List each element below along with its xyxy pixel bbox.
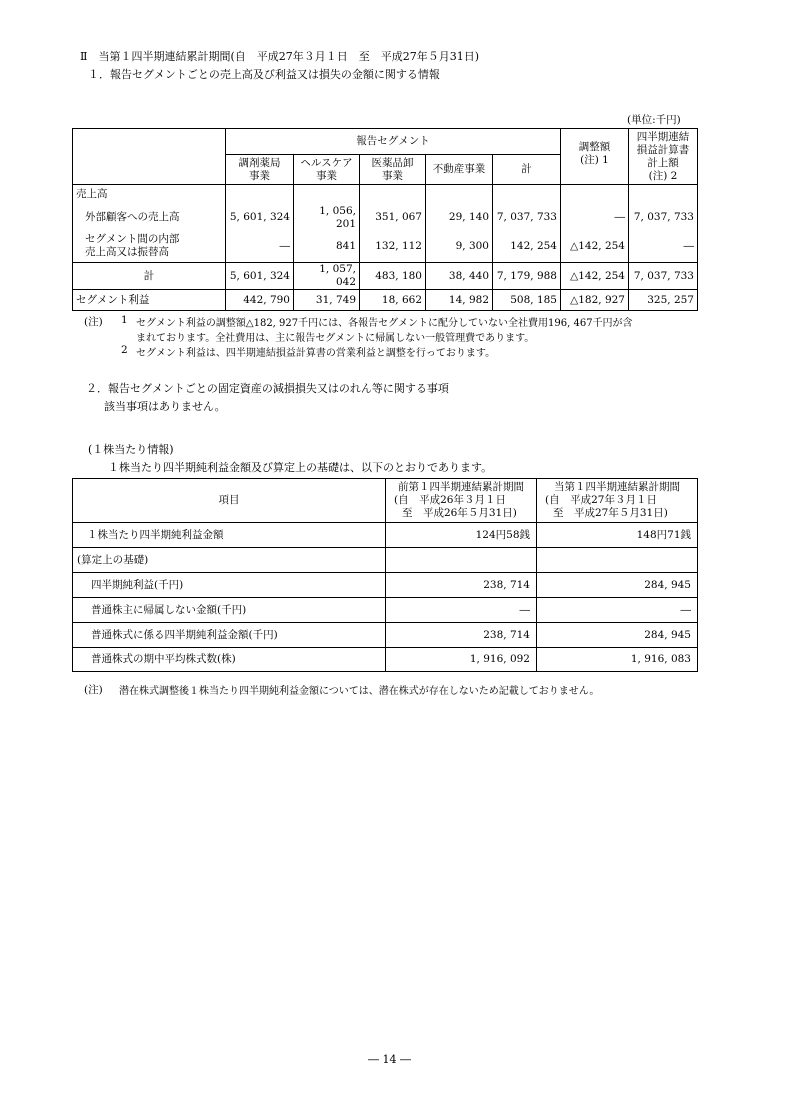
cell-value: 14, 982 xyxy=(426,290,493,311)
row-label: 四半期純利益(千円) xyxy=(73,573,386,598)
cell-value: △142, 254 xyxy=(561,263,629,290)
adjustment-header xyxy=(561,129,629,185)
per-share-heading: (１株当たり情報) xyxy=(88,443,174,456)
cell-value: 142, 254 xyxy=(493,231,561,263)
cell-value: ― xyxy=(629,231,698,263)
segment-table xyxy=(72,128,698,311)
curr-header-line1: 当第１四半期連結累計期間 xyxy=(554,481,680,493)
prev-value: 124円58銭 xyxy=(386,523,537,548)
prev-period-header xyxy=(386,479,537,523)
table-row xyxy=(73,573,698,598)
curr-period-header xyxy=(537,479,698,523)
curr-value xyxy=(537,548,698,573)
table-row xyxy=(73,263,698,290)
cell-value: 9, 300 xyxy=(426,231,493,263)
cell-value: 351, 067 xyxy=(360,205,426,231)
total-header-line1: 四半期連結 xyxy=(636,130,690,143)
table-row xyxy=(73,523,698,548)
cell-value: 29, 140 xyxy=(426,205,493,231)
cell-value: 132, 112 xyxy=(360,231,426,263)
cell-value: 1, 056, 201 xyxy=(294,205,360,231)
total-header-line2: 損益計算書 xyxy=(636,143,690,156)
curr-value: 148円71銭 xyxy=(537,523,698,548)
subsection-2-heading: ２．報告セグメントごとの固定資産の減損損失又はのれん等に関する事項 xyxy=(86,382,449,395)
curr-header-line2: (自 平成27年３月１日 xyxy=(545,494,657,506)
cell-value: 7, 037, 733 xyxy=(493,205,561,231)
column-header: 調剤薬局 事業 xyxy=(226,155,294,185)
cell-value: 7, 037, 733 xyxy=(629,205,698,231)
cell-value: △182, 927 xyxy=(561,290,629,311)
note-2-line1: セグメント利益は、四半期連結損益計算書の営業利益と調整を行っております。 xyxy=(136,348,496,359)
subsection-1-heading: １．報告セグメントごとの売上高及び利益又は損失の金額に関する情報 xyxy=(88,68,440,81)
note-2-text: 潜在株式調整後１株当たり四半期純利益金額については、潜在株式が存在しないため記載しておりません。 xyxy=(119,686,600,697)
column-header: 不動産事業 xyxy=(426,155,493,185)
prev-value: 238, 714 xyxy=(386,573,537,598)
cell-value: 38, 440 xyxy=(426,263,493,290)
cell-value: 325, 257 xyxy=(629,290,698,311)
cell-value: 841 xyxy=(294,231,360,263)
row-label: セグメント間の内部 売上高又は振替高 xyxy=(73,231,226,263)
total-header-line3: 計上額 xyxy=(647,156,679,169)
curr-value: 284, 945 xyxy=(537,573,698,598)
cell-value: ― xyxy=(561,205,629,231)
curr-header-line3: 至 平成27年５月31日) xyxy=(553,507,668,519)
row-label: １株当たり四半期純利益金額 xyxy=(73,523,386,548)
curr-value: 1, 916, 083 xyxy=(537,648,698,672)
row-label: 普通株主に帰属しない金額(千円) xyxy=(73,598,386,623)
note-2-number: 2 xyxy=(121,344,128,356)
table-row xyxy=(73,648,698,672)
row-label: 普通株式の期中平均株式数(株) xyxy=(73,648,386,672)
table-row xyxy=(73,548,698,573)
curr-value: 284, 945 xyxy=(537,623,698,648)
cell-value: ― xyxy=(226,231,294,263)
row-label: 計 xyxy=(73,263,226,290)
prev-value: 1, 916, 092 xyxy=(386,648,537,672)
item-header: 項目 xyxy=(73,479,386,523)
curr-value: ― xyxy=(537,598,698,623)
sales-label: 売上高 xyxy=(73,185,226,205)
subsection-2-body: 該当事項はありません。 xyxy=(104,400,226,413)
prev-value xyxy=(386,548,537,573)
table-row xyxy=(73,231,698,263)
cell-value: △142, 254 xyxy=(561,231,629,263)
cell-value: 442, 790 xyxy=(226,290,294,311)
cell-value: 5, 601, 324 xyxy=(226,205,294,231)
cell-value: 1, 057, 042 xyxy=(294,263,360,290)
row-label: (算定上の基礎) xyxy=(73,548,386,573)
prev-value: ― xyxy=(386,598,537,623)
table-row xyxy=(73,623,698,648)
page-number: ― 14 ― xyxy=(368,1053,411,1066)
total-header-line4: (注) 2 xyxy=(648,169,678,182)
cell-value: 5, 601, 324 xyxy=(226,263,294,290)
prev-value: 238, 714 xyxy=(386,623,537,648)
cell-value: 508, 185 xyxy=(493,290,561,311)
note-2-prefix: (注) xyxy=(84,684,103,696)
unit-label: (単位:千円) xyxy=(627,114,681,126)
cell-value: 18, 662 xyxy=(360,290,426,311)
per-share-table xyxy=(72,478,698,672)
consolidated-total-header xyxy=(629,129,698,185)
per-share-intro: １株当たり四半期純利益金額及び算定上の基礎は、以下のとおりであります。 xyxy=(108,461,493,474)
prev-header-line3: 至 平成26年５月31日) xyxy=(402,507,517,519)
section-heading: Ⅱ 当第１四半期連結累計期間(自 平成27年３月１日 至 平成27年５月31日) xyxy=(80,50,480,63)
adjustment-header-line1: 調整額 xyxy=(578,141,611,153)
column-header: 医薬品卸 事業 xyxy=(360,155,426,185)
prev-header-line2: (自 平成26年３月１日 xyxy=(394,494,506,506)
column-header: ヘルスケア 事業 xyxy=(294,155,360,185)
cell-value: 483, 180 xyxy=(360,263,426,290)
column-header: 計 xyxy=(493,155,561,185)
row-label: セグメント利益 xyxy=(73,290,226,311)
note-prefix: (注) xyxy=(84,316,103,328)
cell-value: 7, 037, 733 xyxy=(629,263,698,290)
prev-header-line1: 前第１四半期連結累計期間 xyxy=(398,481,524,493)
table-row xyxy=(73,290,698,311)
note-1-line1: セグメント利益の調整額△182, 927千円には、各報告セグメントに配分していない全社費用196, 467千円が含 xyxy=(136,318,633,329)
cell-value: 31, 749 xyxy=(294,290,360,311)
table-row xyxy=(73,598,698,623)
table-row xyxy=(73,205,698,231)
note-1-number: 1 xyxy=(121,314,128,326)
cell-value: 7, 179, 988 xyxy=(493,263,561,290)
note-1-line2: まれております。全社費用は、主に報告セグメントに帰属しない一般管理費であります。 xyxy=(136,333,535,344)
adjustment-header-line2: (注) 1 xyxy=(580,154,609,166)
reporting-segment-header: 報告セグメント xyxy=(226,129,561,155)
row-label: 普通株式に係る四半期純利益金額(千円) xyxy=(73,623,386,648)
header-blank-cell xyxy=(73,129,226,185)
row-label: 外部顧客への売上高 xyxy=(73,205,226,231)
